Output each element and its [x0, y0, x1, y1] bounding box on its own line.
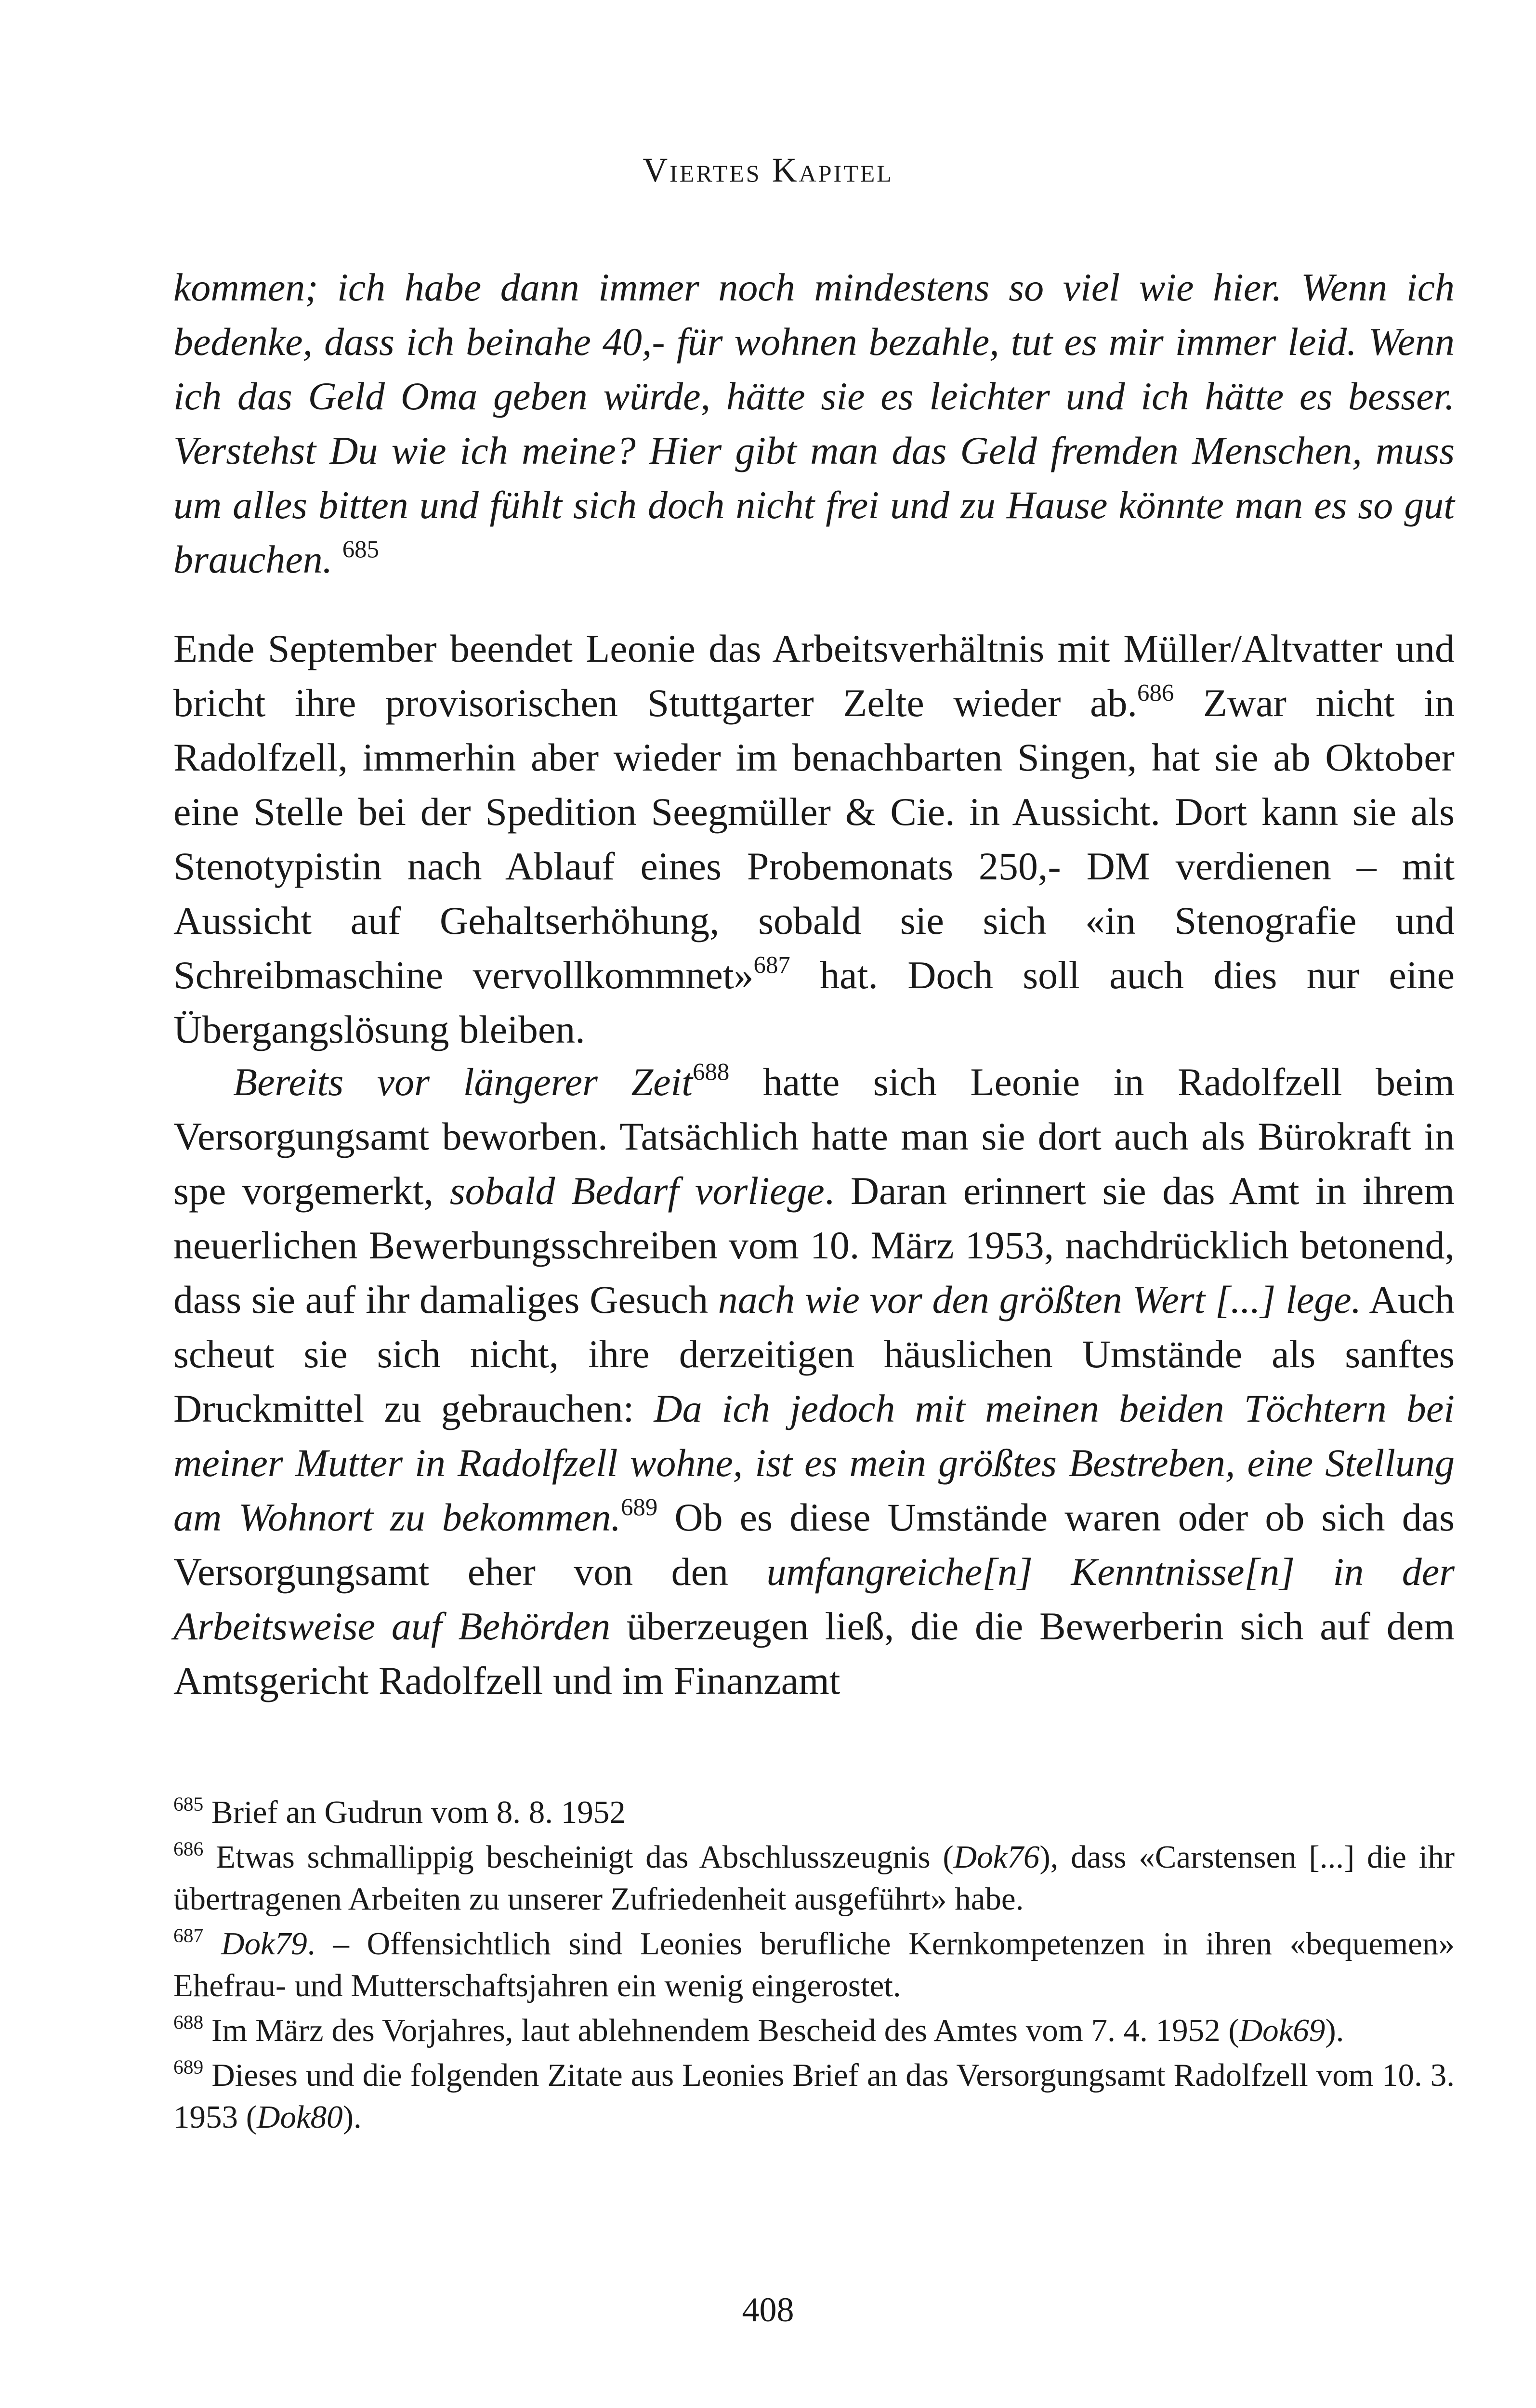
doc-reference: Dok79 — [221, 1926, 307, 1962]
footnotes — [173, 1792, 1455, 2141]
paragraph-text: Auch scheut sie sich nicht, ihre derzeitigen häuslichen Umstände als sanftes Druckmittel zu gebrauchen: — [173, 1278, 1455, 1430]
italic-quote: Bereits vor längerer Zeit — [233, 1060, 693, 1104]
paragraph-text: hat. Doch soll auch dies nur eine Übergangslösung bleiben. — [173, 953, 1455, 1051]
footnote-number: 687 — [173, 1924, 204, 1947]
paragraph-text: hatte sich Leonie in Radolfzell beim Versorgungsamt beworben. Tatsächlich hatte man sie dort auch als Bürokraft in spe vorgemerkt, — [173, 1060, 1455, 1213]
italic-quote: sobald Bedarf vorliege — [449, 1169, 825, 1213]
footnote-text: ). — [342, 2099, 362, 2135]
footnote-number: 688 — [173, 2011, 204, 2033]
footnote-688 — [173, 2010, 1455, 2052]
footnote-text: . – Offensichtlich sind Leonies berufliche Kernkompetenzen in ihren «bequemen» Ehefrau- und Mutterschaftsjahren ein wenig eingerostet. — [173, 1926, 1455, 2003]
footnote-ref-685: 685 — [342, 536, 379, 563]
footnote-text: Etwas schmallippig bescheinigt das Abschlusszeugnis ( — [216, 1839, 954, 1875]
italic-quote: nach wie vor den größten Wert [...] lege. — [718, 1278, 1362, 1322]
footnote-number: 686 — [173, 1837, 204, 1860]
footnote-text: Dieses und die folgenden Zitate aus Leonies Brief an das Versorgungsamt Radolfzell vom 10. 3. 1953 ( — [173, 2057, 1455, 2135]
footnote-text: ). — [1325, 2013, 1344, 2048]
footnote-text: Im März des Vorjahres, laut ablehnendem Bescheid des Amtes vom 7. 4. 1952 ( — [211, 2013, 1239, 2048]
footnote-number: 689 — [173, 2055, 204, 2078]
footnote-ref-689: 689 — [621, 1493, 658, 1521]
footnote-text: Brief an Gudrun vom 8. 8. 1952 — [211, 1794, 626, 1830]
page-number: 408 — [742, 2290, 794, 2329]
doc-reference: Dok69 — [1239, 2013, 1326, 2048]
quote-paragraph — [173, 260, 1455, 587]
block-quote — [173, 260, 1455, 587]
paragraph-text: Ende September beendet Leonie das Arbeitsverhältnis mit Müller/Altvatter und bricht ihre provisorischen Stuttgarter Zelte wieder ab. — [173, 627, 1455, 725]
paragraph-text: Ob es diese Umstände waren oder ob sich das Versorgungsamt eher von den — [173, 1495, 1455, 1594]
footnote-686 — [173, 1836, 1455, 1920]
italic-quote: umfangreiche[n] Kenntnisse[n] in der Arbeitsweise auf Behörden — [173, 1550, 1455, 1648]
italic-quote: Da ich jedoch mit meinen beiden Töchtern bei meiner Mutter in Radolfzell wohne, ist es mein größtes Bestreben, eine Stellung am Wohnort zu bekommen. — [173, 1387, 1455, 1539]
body-paragraph-2 — [173, 1055, 1455, 1708]
footnote-687 — [173, 1923, 1455, 2007]
footnote-number: 685 — [173, 1793, 204, 1815]
paragraph-text: Zwar nicht in Radolfzell, immerhin aber wieder im benachbarten Singen, hat sie ab Oktober eine Stelle bei der Spedition Seegmüller & Cie. in Aussicht. Dort kann sie als Stenotypistin nach Ablauf eines Probemonats 250,- DM verdienen – mit Aussicht auf Gehaltserhöhung, sobald sie sich «in Stenografie und Schreibmaschine vervollkommnet» — [173, 681, 1455, 997]
footnote-ref-688: 688 — [693, 1058, 730, 1086]
running-head: Viertes Kapitel — [643, 151, 893, 189]
footnote-ref-687: 687 — [753, 951, 790, 979]
paragraph-text: . Daran erinnert sie das Amt in ihrem neuerlichen Bewerbungsschreiben vom 10. März 1953, nachdrücklich betonend, dass sie auf ihr damaliges Gesuch — [173, 1169, 1455, 1322]
footnote-text: ), dass «Carstensen [...] die ihr übertragenen Arbeiten zu unserer Zufriedenheit ausgeführt» habe. — [173, 1839, 1455, 1917]
footnote-ref-686: 686 — [1137, 679, 1174, 707]
quote-text: kommen; ich habe dann immer noch mindestens so viel wie hier. Wenn ich bedenke, dass ich beinahe 40,- für wohnen bezahle, tut es mir immer leid. Wenn ich das Geld Oma geben würde, hätte sie es leichter und ich hätte es besser. Verstehst Du wie ich meine? Hier gibt man das Geld fremden Menschen, muss um alles bitten und fühlt sich doch nicht frei und zu Hause könnte man es so gut brauchen. — [173, 265, 1455, 581]
doc-reference: Dok76 — [953, 1839, 1040, 1875]
doc-reference: Dok80 — [257, 2099, 343, 2135]
paragraph-text: überzeugen ließ, die die Bewerberin sich auf dem Amtsgericht Radolfzell und im Finanzamt — [173, 1604, 1455, 1702]
body-paragraph-1 — [173, 621, 1455, 1057]
footnote-685 — [173, 1792, 1455, 1833]
footnote-689 — [173, 2055, 1455, 2138]
